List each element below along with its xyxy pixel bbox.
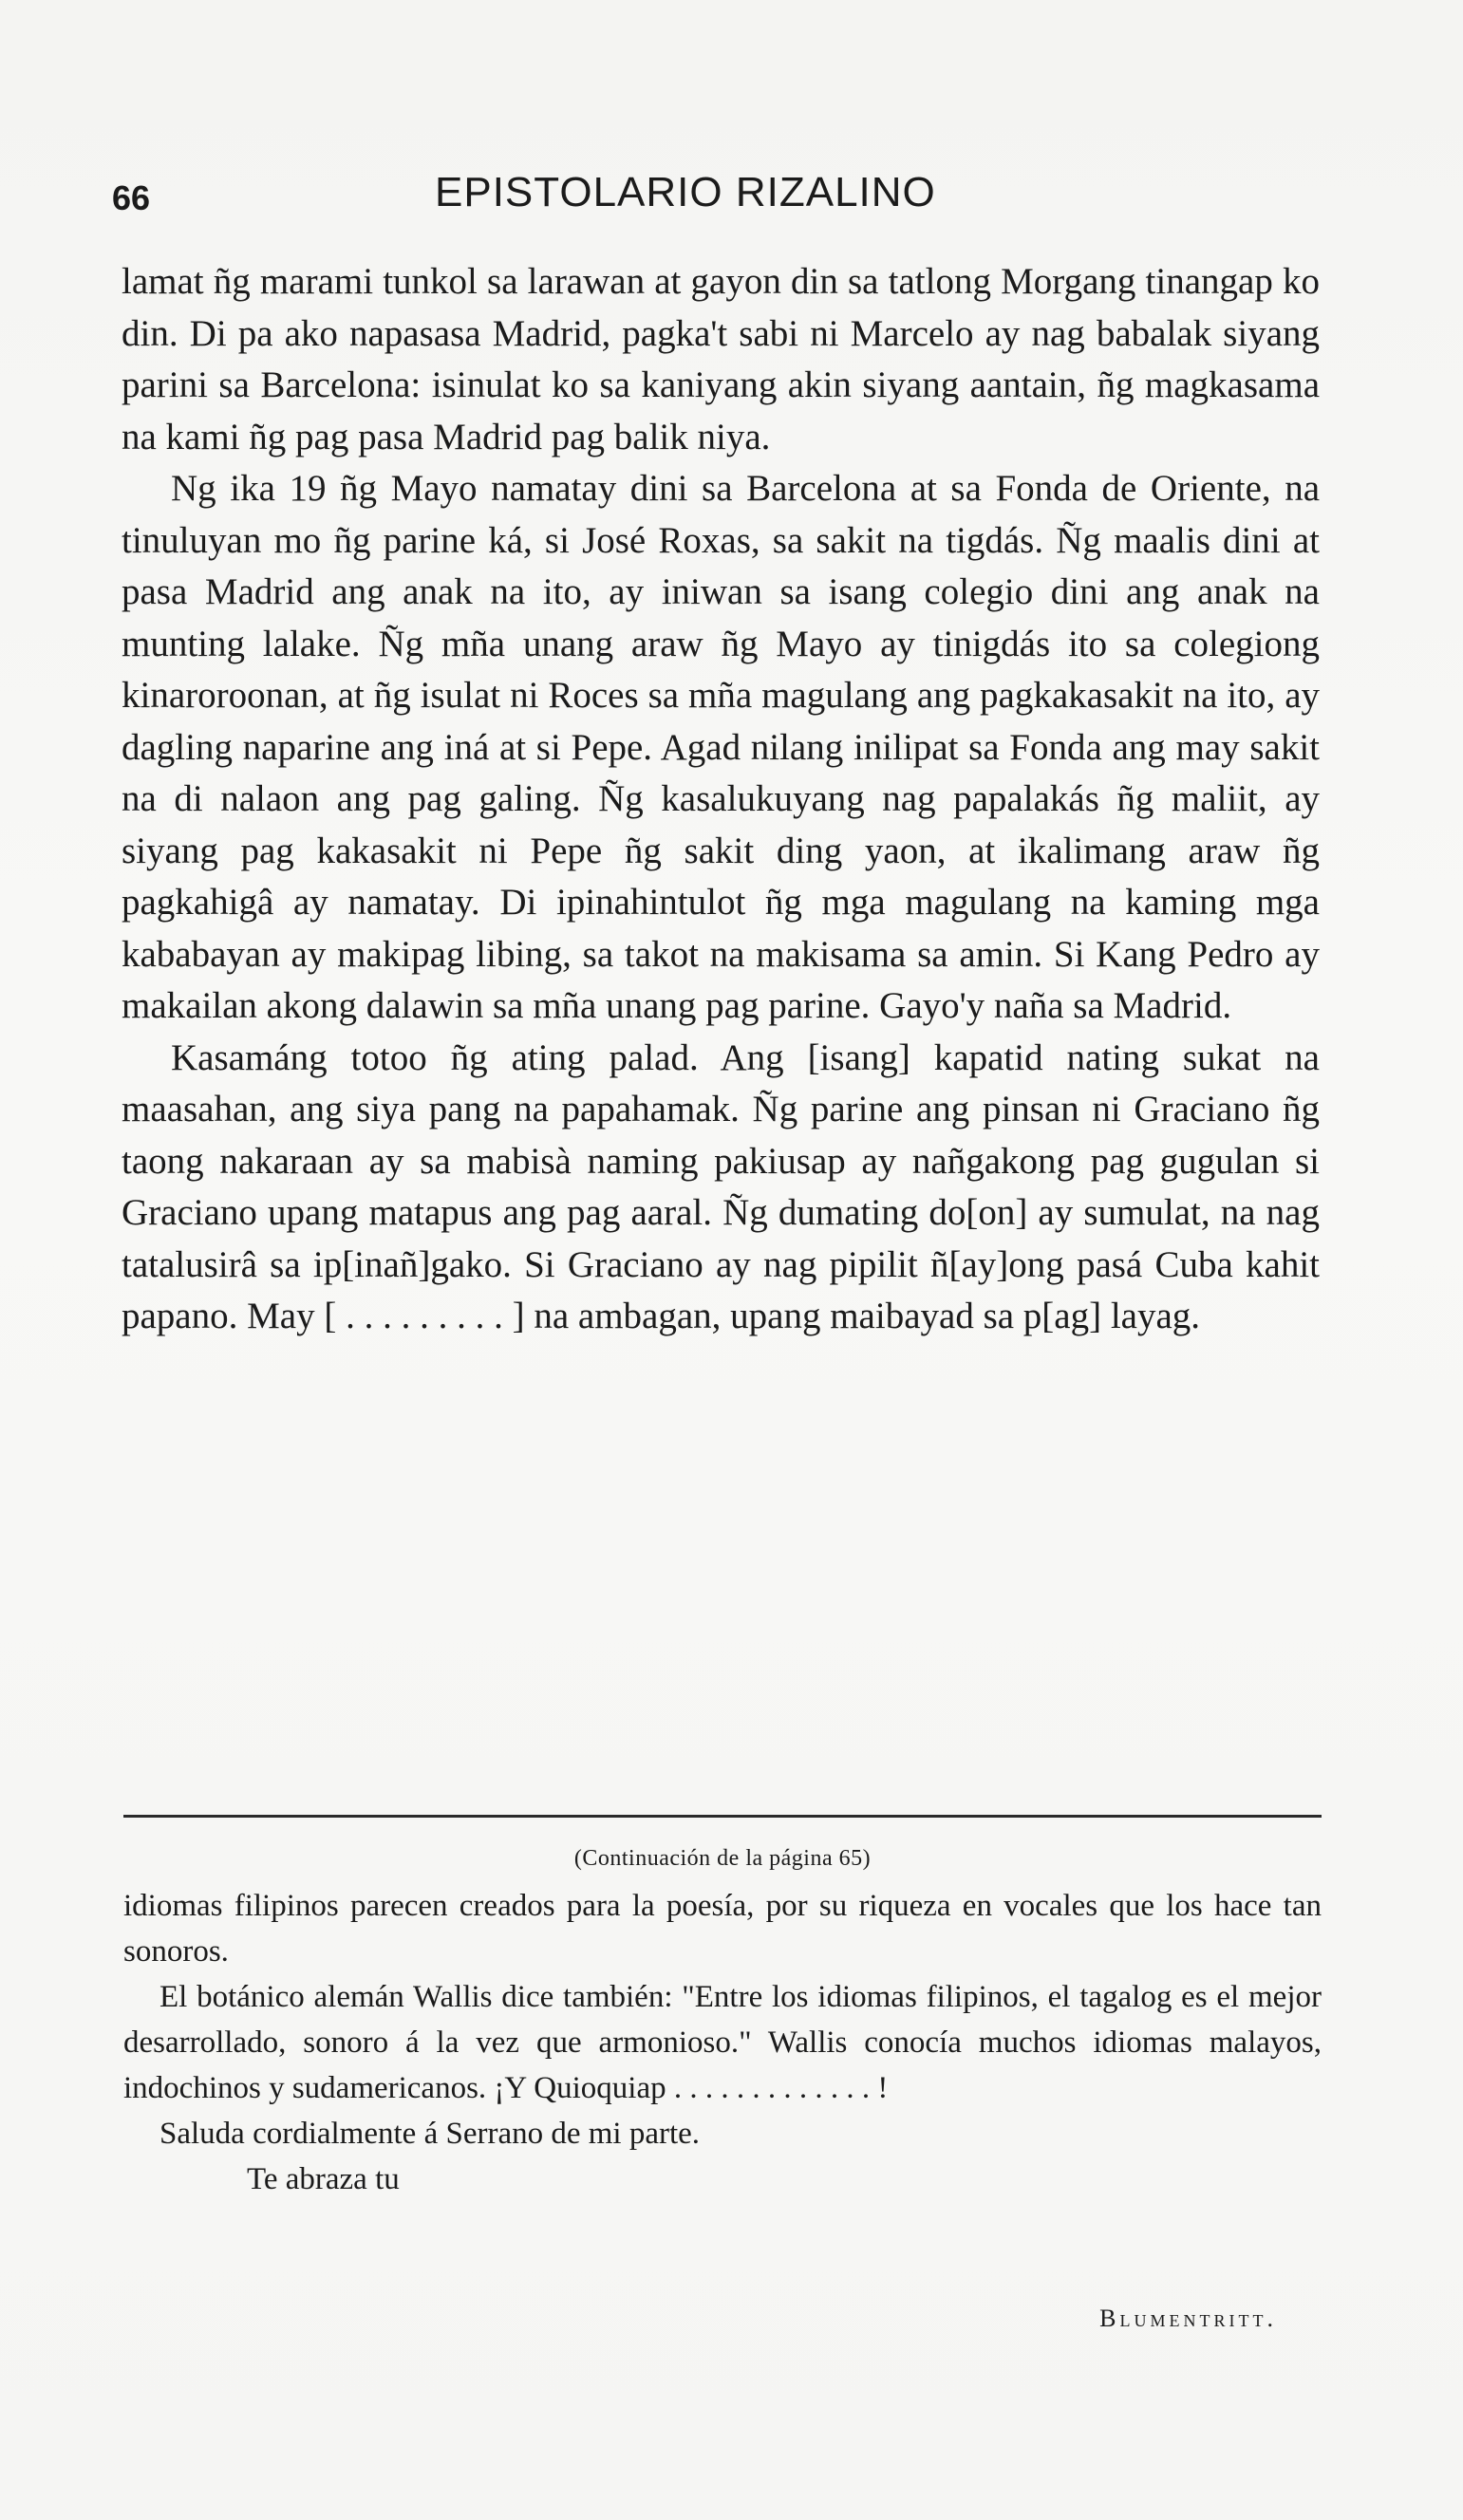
signature: Blumentritt. bbox=[1099, 2305, 1277, 2332]
body-paragraph: Ng ika 19 ñg Mayo namatay dini sa Barcelona at sa Fonda de Oriente, na tinuluyan mo ñg parine ká, si José Roxas, sa sakit na tigdás. Ñg maalis dini at pasa Madrid ang anak na ito, ay iniwan sa isang colegio dini ang anak na munting lalake. Ñg mña unang araw ñg Mayo ay tinigdás ito sa colegiong kinaroroonan, at ñg isulat ni Roces sa mña magulang ang pagkakasakit na ito, ay dagling naparine ang iná at si Pepe. Agad nilang inilipat sa Fonda ang may sakit na di nalaon ang pag galing. Ñg kasalukuyang nag papalakás ñg maliit, ay siyang pag kakasakit ni Pepe ñg sakit ding yaon, at ikalimang araw ñg pagkahigâ ay namatay. Di ipinahintulot ñg mga magulang na kaming mga kababayan ay makipag libing, sa takot na makisama sa amin. Si Kang Pedro ay makailan akong dalawin sa mña unang pag parine. Gayo'y naña sa Madrid. bbox=[122, 468, 1320, 1026]
footnote-closing: Te abraza tu bbox=[247, 2162, 400, 2196]
page-number: 66 bbox=[112, 178, 151, 217]
running-title: EPISTOLARIO RIZALINO bbox=[435, 169, 936, 215]
page-header bbox=[112, 159, 1327, 216]
footnote-text bbox=[123, 1883, 1322, 2202]
letter-body bbox=[122, 256, 1320, 1343]
footnote-paragraph: El botánico alemán Wallis dice también: "Entre los idiomas filipinos, el tagalog es el mejor desarrollado, sonoro á la vez que armonioso." Wallis conocía muchos idiomas malayos, indochinos y sudamericanos. ¡Y Quioquiap . . . . . . . . . . . . . ! bbox=[123, 1980, 1322, 2105]
footnote-paragraph: Saluda cordialmente á Serrano de mi parte. bbox=[159, 2117, 701, 2151]
footnote-divider bbox=[123, 1815, 1322, 1818]
continuation-note: (Continuación de la página 65) bbox=[573, 1846, 872, 1871]
body-paragraph: lamat ñg marami tunkol sa larawan at gayon din sa tatlong Morgang tinangap ko din. Di pa ako napasasa Madrid, pagka't sabi ni Marcelo ay nag babalak siyang parini sa Barcelona: isinulat ko sa kaniyang akin siyang aantain, ñg magkasama na kami ñg pag pasa Madrid pag balik niya. bbox=[122, 261, 1320, 457]
footnote-paragraph: idiomas filipinos parecen creados para la poesía, por su riqueza en vocales que los hace tan sonoros. bbox=[123, 1889, 1322, 1969]
body-paragraph: Kasamáng totoo ñg ating palad. Ang [isang] kapatid nating sukat na maasahan, ang siya pang na papahamak. Ñg parine ang pinsan ni Graciano ñg taong nakaraan ay sa mabisà naming pakiusap ay nañgakong pag gugulan si Graciano upang matapus ang pag aaral. Ñg dumating do[on] ay sumulat, na nag tatalusirâ sa ip[inañ]gako. Si Graciano ay nag pipilit ñ[ay]ong pasá Cuba kahit papano. May [ . . . . . . . . . ] na ambagan, upang maibayad sa p[ag] layag. bbox=[122, 1036, 1320, 1336]
